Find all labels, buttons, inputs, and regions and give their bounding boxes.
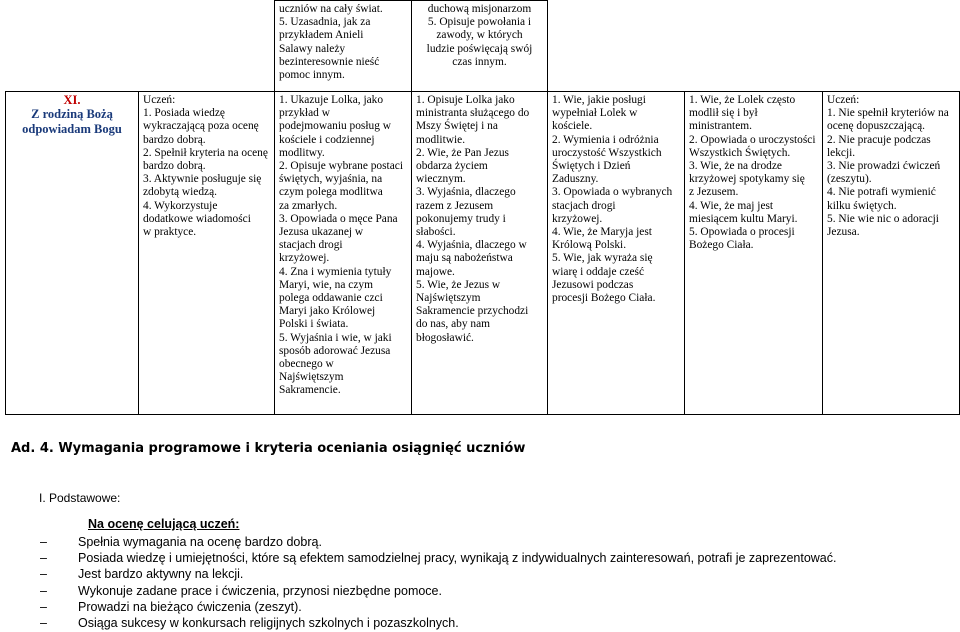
text-line: 1. Wie, że Lolek często: [689, 94, 796, 106]
text-line: za zmarłych.: [279, 199, 338, 212]
text-line: z Jezusem.: [689, 186, 739, 199]
text-line: czas innym.: [452, 55, 507, 68]
text-line: (zeszytu).: [827, 173, 872, 186]
text-line: 1. Ukazuje Lolka, jako: [279, 94, 384, 106]
text-line: 2. Nie pracuje podczas: [827, 133, 931, 146]
text-line: Maryi, wie, na czym: [279, 278, 373, 291]
text-line: modlił się i był: [689, 107, 758, 120]
text-line: 3. Wie, że na drodze: [689, 160, 782, 173]
text-line: Mszy Świętej i na: [416, 120, 498, 133]
dash-bullet: –: [40, 599, 47, 614]
text-line: 4. Wie, że Maryja jest: [552, 226, 652, 239]
text-line: kościele i codziennej: [279, 133, 375, 146]
table-cell-empty: [139, 1, 275, 92]
text-line: Z rodziną Bożą: [31, 107, 113, 122]
text-line: zdobytą wiedzą.: [143, 186, 218, 199]
text-line: 2. Wymienia i odróżnia: [552, 133, 659, 146]
grade-label: Na ocenę celującą uczeń:: [88, 517, 240, 531]
requirement-item: [40, 599, 836, 615]
text-line: kościele.: [552, 120, 593, 133]
text-line: Bożego Ciała.: [689, 239, 754, 252]
text-line: wypełniał Lolek w: [552, 107, 638, 120]
requirement-item: [40, 534, 836, 550]
text-line: 4. Wie, że maj jest: [689, 199, 774, 212]
text-line: Uczeń:: [143, 94, 176, 106]
text-line: 4. Zna i wymienia tytuły: [279, 265, 392, 278]
text-line: Najświętszym: [416, 292, 481, 305]
text-line: ludzie poświęcają swój: [426, 42, 533, 55]
table-cell-empty: [548, 1, 685, 92]
text-line: kilku świętych.: [827, 199, 897, 212]
text-line: 2. Wie, że Pan Jezus: [416, 146, 509, 159]
dash-bullet: –: [40, 616, 47, 631]
text-line: 3. Aktywnie posługuje się: [143, 173, 262, 186]
criteria-bardzo-dobra: [275, 92, 412, 415]
requirement-item: [40, 550, 836, 566]
table-cell-empty: [685, 1, 823, 92]
text-line: 2. Opowiada o uroczystości: [689, 133, 816, 146]
requirement-item: [40, 583, 836, 599]
text-line: 1. Opisuje Lolka jako: [416, 94, 515, 106]
text-line: 1. Wie, jakie posługi: [552, 94, 646, 106]
text-line: Polski i świata.: [279, 318, 349, 331]
requirements-list: [40, 534, 836, 631]
text-line: miesiącem kultu Maryi.: [689, 212, 798, 225]
text-line: 3. Wyjaśnia, dlaczego: [416, 186, 516, 199]
text-line: Świętych i Dzień: [552, 160, 631, 173]
text-line: przykładem Anieli: [279, 29, 364, 42]
text-line: błogosławić.: [416, 331, 474, 344]
text-line: duchową misjonarzom: [427, 3, 532, 15]
text-line: ocenę dopuszczającą.: [827, 120, 926, 133]
text-line: sposób adorować Jezusa: [279, 344, 391, 357]
text-line: w praktyce.: [143, 226, 197, 239]
text-line: Zaduszny.: [552, 173, 599, 186]
text-line: 3. Nie prowadzi ćwiczeń: [827, 160, 941, 173]
text-line: bardzo dobrą.: [143, 133, 206, 146]
text-line: lekcji.: [827, 146, 856, 159]
text-line: Jezusa.: [827, 226, 860, 239]
table-row-main: [6, 92, 960, 415]
table-cell-top-col3: [275, 1, 412, 92]
text-line: pomoc innym.: [279, 69, 345, 82]
text-line: 1. Posiada wiedzę: [143, 107, 225, 120]
dash-bullet: –: [40, 583, 47, 598]
text-line: 4. Wykorzystuje: [143, 199, 218, 212]
table-cell-top-col4: [412, 1, 548, 92]
text-line: pokonujemy trudy i: [416, 212, 506, 225]
text-line: majowe.: [416, 265, 455, 278]
text-line: modlitwie.: [416, 133, 466, 146]
text-line: procesji Bożego Ciała.: [552, 292, 656, 305]
text-line: krzyżowej.: [279, 252, 330, 265]
text-line: razem z Jezusem: [416, 199, 494, 212]
text-line: bardzo dobrą.: [143, 160, 206, 173]
section-heading: Ad. 4. Wymagania programowe i kryteria oceniania osiągnięć uczniów: [11, 441, 526, 456]
dash-bullet: –: [40, 551, 47, 566]
text-line: 4. Nie potrafi wymienić: [827, 186, 936, 199]
text-line: modlitwy.: [279, 146, 325, 159]
criteria-niedostateczna: [823, 92, 960, 415]
requirement-item: [40, 615, 836, 631]
text-line: 5. Wie, że Jezus w: [416, 278, 501, 291]
text-line: 5. Wie, jak wyraża się: [552, 252, 653, 265]
text-line: 5. Opowiada o procesji: [689, 226, 795, 239]
text-line: wiarę i oddaje cześć: [552, 265, 645, 278]
text-line: podejmowaniu posług w: [279, 120, 391, 133]
text-line: wykraczającą poza ocenę: [143, 120, 259, 133]
requirement-text: Jest bardzo aktywny na lekcji.: [78, 567, 244, 582]
text-line: krzyżowej.: [552, 212, 603, 225]
dash-bullet: –: [40, 535, 47, 549]
text-line: Jezusa ukazanej w: [279, 226, 364, 239]
text-line: ministrantem.: [689, 120, 752, 133]
requirement-text: Wykonuje zadane prace i ćwiczenia, przynosi niezbędne pomoce.: [78, 583, 442, 598]
text-line: słabości.: [416, 226, 456, 239]
text-line: 1. Nie spełnił kryteriów na: [827, 107, 949, 120]
text-line: czym polega modlitwa: [279, 186, 383, 199]
text-line: obdarza życiem: [416, 160, 488, 173]
text-line: 5. Opisuje powołania i: [427, 16, 532, 29]
text-line: przykład w: [279, 107, 330, 120]
text-line: stacjach drogi: [552, 199, 616, 212]
text-line: odpowiadam Bogu: [22, 121, 122, 136]
criteria-dopuszczajaca: [685, 92, 823, 415]
text-line: zawody, w których: [436, 29, 523, 42]
text-line: Uczeń:: [827, 94, 860, 106]
text-line: 4. Wyjaśnia, dlaczego w: [416, 239, 527, 252]
text-line: 3. Opowiada o męce Pana: [279, 212, 398, 225]
text-line: Jezusowi podczas: [552, 278, 634, 291]
text-line: Salawy należy: [279, 42, 346, 55]
text-line: do nas, aby nam: [416, 318, 491, 331]
requirement-text: Osiąga sukcesy w konkursach religijnych szkolnych i pozaszkolnych.: [78, 616, 459, 631]
text-line: ministranta służącego do: [416, 107, 530, 120]
text-line: 3. Opowiada o wybranych: [552, 186, 673, 199]
section-title: [10, 107, 134, 136]
text-line: bezinteresownie nieść: [279, 55, 380, 68]
table-row-top: [6, 1, 960, 92]
text-line: wiecznym.: [416, 173, 466, 186]
text-line: Najświętszym: [279, 371, 344, 384]
requirement-text: Spełnia wymagania na ocenę bardzo dobrą.: [78, 535, 322, 549]
text-line: stacjach drogi: [279, 239, 343, 252]
criteria-dobra: [412, 92, 548, 415]
requirement-text: Posiada wiedzę i umiejętności, które są efektem samodzielnej pracy, wynikają z indywidualnych zainteresowań, potrafi je zaprezentować.: [78, 551, 837, 566]
criteria-celujaca: [139, 92, 275, 415]
text-line: dodatkowe wiadomości: [143, 212, 251, 225]
text-line: 5. Nie wie nic o adoracji: [827, 212, 939, 225]
text-line: 2. Spełnił kryteria na ocenę: [143, 146, 268, 159]
table-cell-empty: [823, 1, 960, 92]
text-line: maju są nabożeństwa: [416, 252, 513, 265]
text-line: Wszystkich Świętych.: [689, 146, 791, 159]
section-number: XI.: [63, 93, 81, 107]
criteria-dostateczna: [548, 92, 685, 415]
section-subheading: I. Podstawowe:: [39, 491, 121, 505]
text-line: 2. Opisuje wybrane postaci: [279, 160, 404, 173]
grading-table: [5, 0, 960, 415]
section-title-cell: [6, 92, 139, 415]
text-line: krzyżowej spotykamy się: [689, 173, 805, 186]
text-line: 5. Wyjaśnia i wie, w jaki: [279, 331, 392, 344]
table-cell-empty: [6, 1, 139, 92]
text-line: Sakramencie.: [279, 384, 341, 397]
text-line: Maryi jako Królowej: [279, 305, 376, 318]
text-line: Sakramencie przychodzi: [416, 305, 529, 318]
text-line: 5. Uzasadnia, jak za: [279, 16, 371, 29]
text-line: uczniów na cały świat.: [279, 3, 383, 15]
text-line: świętych, wyjaśnia, na: [279, 173, 383, 186]
requirement-text: Prowadzi na bieżąco ćwiczenia (zeszyt).: [78, 599, 302, 614]
text-line: uroczystość Wszystkich: [552, 146, 662, 159]
text-line: polega oddawanie czci: [279, 292, 383, 305]
text-line: Królową Polski.: [552, 239, 627, 252]
dash-bullet: –: [40, 567, 47, 582]
text-line: obecnego w: [279, 358, 334, 371]
requirement-item: [40, 566, 836, 582]
